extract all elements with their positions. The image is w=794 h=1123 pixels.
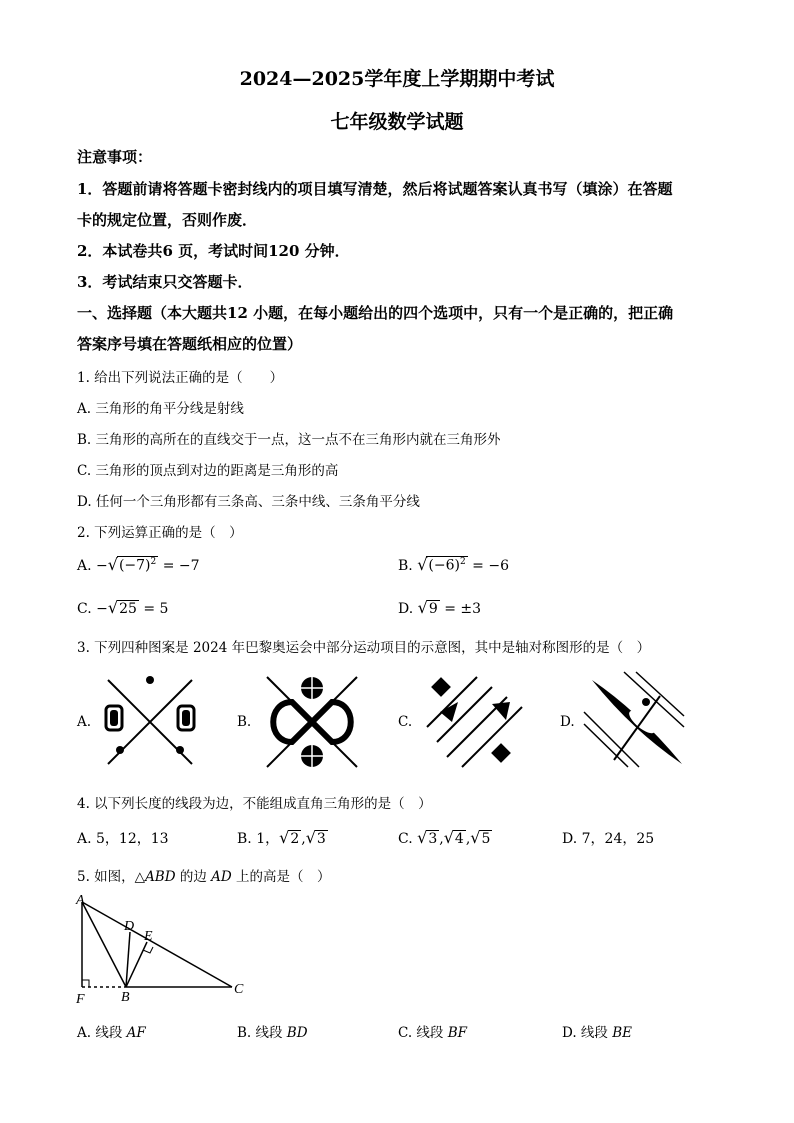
q4-option-a: A. 5，12，13: [77, 831, 169, 847]
badminton-icon: [422, 672, 527, 772]
q3-option-a-label: A.: [77, 714, 92, 730]
q1-option-b: B. 三角形的高所在的直线交于一点，这一点不在三角形内就在三角形外: [77, 432, 501, 448]
q2-option-d: D. √9 = ±3: [398, 598, 482, 617]
label-b: B: [121, 990, 130, 1005]
triangle-figure: [72, 892, 252, 1007]
q1-option-a: A. 三角形的角平分线是射线: [77, 401, 244, 417]
label-c: C: [234, 982, 244, 997]
q4-option-b: B. 1，√2 ,√3: [237, 828, 326, 847]
notice-item-1: 1．答题前请将答题卡密封线内的项目填写清楚，然后将试题答案认真书写（填涂）在答题: [77, 180, 673, 198]
notice-item-2: 2．本试卷共6 页，考试时间120 分钟．: [77, 242, 350, 260]
q3-option-d-label: D.: [560, 714, 575, 730]
q1-stem: 1. 给出下列说法正确的是（ ）: [77, 370, 284, 386]
q4-option-c: C. √3 ,√4 ,√5: [398, 828, 491, 847]
q5-option-d: D. 线段 BE: [562, 1025, 632, 1041]
q3-option-c-label: C.: [398, 714, 413, 730]
q5-option-c: C. 线段 BF: [398, 1025, 468, 1041]
section-heading-cont: 答案序号填在答题纸相应的位置）: [77, 335, 303, 353]
q3-option-b-label: B.: [237, 714, 252, 730]
fencing-icon: [100, 672, 200, 772]
exam-subtitle: 七年级数学试题: [330, 111, 464, 133]
exam-title: 2024—2025学年度上学期期中考试: [239, 68, 555, 90]
q4-stem: 4. 以下列长度的线段为边，不能组成直角三角形的是（ ）: [77, 796, 432, 812]
q2-option-a: A. $-√(-7)^2 = -7$: [77, 555, 200, 574]
q2-option-b: B. $√(-6)^2 = -6$: [398, 555, 509, 574]
label-f: F: [76, 992, 85, 1007]
canoe-icon: [584, 672, 688, 772]
notice-item-1-cont: 卡的规定位置，否则作废．: [77, 211, 258, 229]
label-a: A: [76, 893, 85, 908]
q4-option-d: D. 7，24，25: [562, 831, 655, 847]
basketball-icon: [262, 672, 362, 772]
q5-option-a: A. 线段 AF: [77, 1025, 146, 1041]
q2-option-c: C. −√25 = 5: [77, 598, 169, 617]
notice-item-3: 3．考试结束只交答题卡．: [77, 273, 253, 291]
label-e: E: [144, 929, 153, 944]
q1-option-d: D. 任何一个三角形都有三条高、三条中线、三条角平分线: [77, 494, 420, 510]
q5-stem: 5. 如图，△ABD 的边 AD 上的高是（ ）: [77, 869, 331, 885]
label-d: D: [124, 919, 135, 934]
section-heading: 一、选择题（本大题共12 小题，在每小题给出的四个选项中，只有一个是正确的，把正确: [77, 304, 674, 322]
q2-stem: 2. 下列运算正确的是（ ）: [77, 525, 243, 541]
q1-option-c: C. 三角形的顶点到对边的距离是三角形的高: [77, 463, 339, 479]
q5-option-b: B. 线段 BD: [237, 1025, 308, 1041]
q3-stem: 3. 下列四种图案是 2024 年巴黎奥运会中部分运动项目的示意图，其中是轴对称图形的是（ ）: [77, 640, 651, 656]
notice-heading: 注意事项：: [77, 148, 153, 166]
